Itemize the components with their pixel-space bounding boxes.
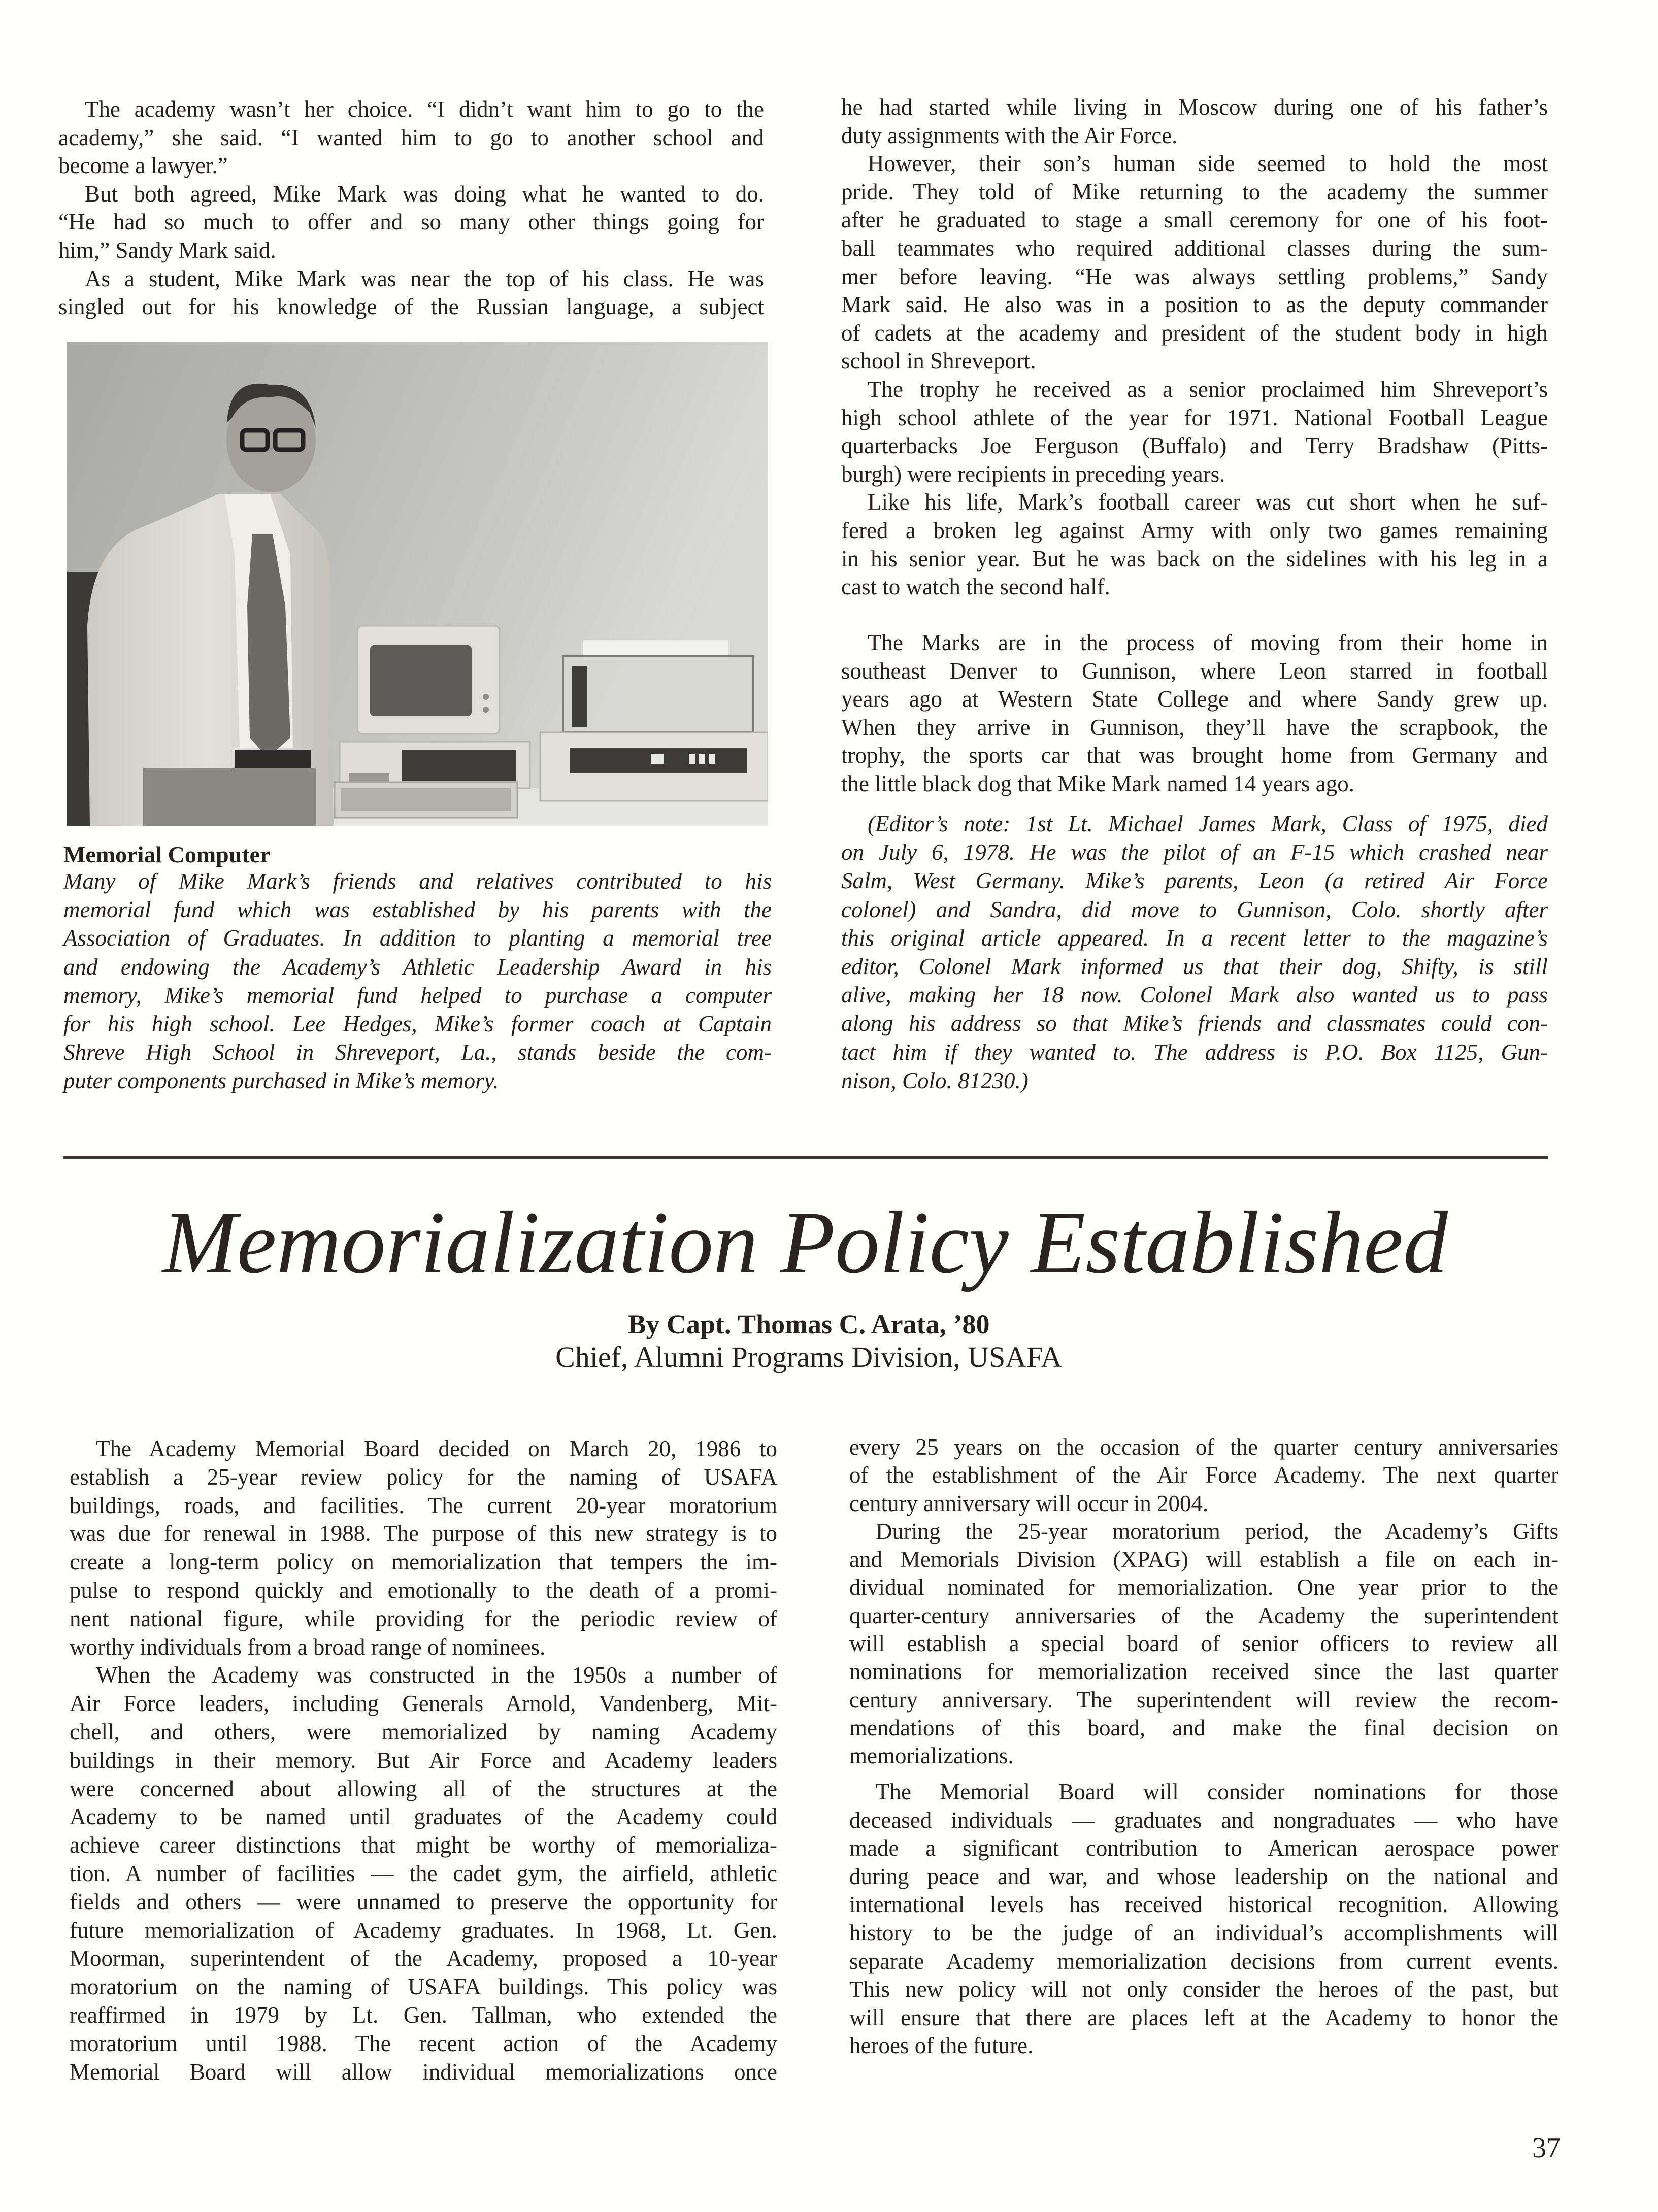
text-line: Moorman, superintendent of the Academy, proposed a 10-year xyxy=(70,1946,777,1971)
text-line: become a lawyer.” xyxy=(58,153,228,179)
text-line: history to be the judge of an individual’s accomplishments will xyxy=(849,1920,1558,1946)
text-line: future memorialization of Academy graduates. In 1968, Lt. Gen. xyxy=(70,1917,777,1943)
text-line: Salm, West Germany. Mike’s parents, Leon (a retired Air Force xyxy=(841,868,1548,894)
text-line: of the establishment of the Air Force Academy. The next quarter xyxy=(849,1462,1558,1488)
text-line: Academy to be named until graduates of the Academy could xyxy=(70,1804,777,1830)
text-line: on July 6, 1978. He was the pilot of an F-15 which crashed near xyxy=(841,840,1548,865)
text-line: of cadets at the academy and president of the student body in high xyxy=(841,320,1548,346)
text-line: The Memorial Board will consider nominations for those xyxy=(876,1779,1558,1804)
text-line: along his address so that Mike’s friends and classmates could con- xyxy=(841,1011,1548,1036)
text-line: This new policy will not only consider the heroes of the past, but xyxy=(849,1976,1558,2002)
text-line: quarter-century anniversaries of the Academy the superintendent xyxy=(849,1602,1558,1628)
editors-note xyxy=(841,810,1548,1095)
text-line: However, their son’s human side seemed to hold the most xyxy=(868,151,1548,177)
text-line: the little black dog that Mike Mark named 14 years ago. xyxy=(841,770,1354,796)
text-line: buildings in their memory. But Air Force and Academy leaders xyxy=(70,1747,777,1773)
caption-line: puter components purchased in Mike’s memory. xyxy=(63,1068,499,1094)
text-line: in his senior year. But he was back on the sidelines with his leg in a xyxy=(841,546,1548,572)
text-line: As a student, Mike Mark was near the top of his class. He was xyxy=(85,265,764,291)
text-line: cast to watch the second half. xyxy=(841,574,1110,600)
text-line: high school athlete of the year for 1971. National Football League xyxy=(841,405,1548,430)
text-line: school in Shreveport. xyxy=(841,348,1036,374)
text-line: When they arrive in Gunnison, they’ll have the scrapbook, the xyxy=(841,714,1548,740)
text-line: made a significant contribution to American aerospace power xyxy=(849,1835,1558,1861)
caption-line: for his high school. Lee Hedges, Mike’s former coach at Captain xyxy=(63,1011,772,1036)
text-line: and Memorials Division (XPAG) will establish a file on each in- xyxy=(849,1547,1558,1572)
text-line: editor, Colonel Mark informed us that their dog, Shifty, is still xyxy=(841,953,1548,979)
text-line: memorializations. xyxy=(849,1743,1014,1769)
text-line: trophy, the sports car that was brought home from Germany and xyxy=(841,743,1548,768)
section-divider-rule xyxy=(63,1156,1548,1159)
text-line: The academy wasn’t her choice. “I didn’t want him to go to the xyxy=(85,96,764,122)
article-left-column xyxy=(70,1435,777,2086)
text-line: quarterbacks Joe Ferguson (Buffalo) and Terry Bradshaw (Pitts- xyxy=(841,433,1548,459)
text-line: after he graduated to stage a small ceremony for one of his foot- xyxy=(841,207,1548,233)
text-line: tact him if they wanted to. The address is P.O. Box 1125, Gun- xyxy=(841,1039,1548,1065)
story-right-column xyxy=(841,93,1548,601)
text-line: buildings, roads, and facilities. The current 20-year moratorium xyxy=(70,1492,777,1518)
memorial-computer-photo xyxy=(67,342,768,826)
article-title: Memorialization Policy Established xyxy=(162,1193,1448,1292)
text-line: southeast Denver to Gunnison, where Leon starred in football xyxy=(841,658,1548,684)
text-line: was due for renewal in 1988. The purpose of this new strategy is to xyxy=(70,1521,777,1547)
article-right-column xyxy=(849,1433,1558,1770)
text-line: When the Academy was constructed in the 1950s a number of xyxy=(96,1662,777,1688)
photo-image xyxy=(67,342,768,826)
text-line: century anniversary. The superintendent will review the recom- xyxy=(849,1687,1558,1713)
text-line: create a long-term policy on memorialization that tempers the im- xyxy=(70,1549,777,1575)
caption-line: Many of Mike Mark’s friends and relatives contributed to his xyxy=(63,868,772,894)
caption-line: memorial fund which was established by his parents with the xyxy=(63,897,772,923)
text-line: academy,” she said. “I wanted him to go to another school and xyxy=(58,124,764,150)
caption-line: Association of Graduates. In addition to planting a memorial tree xyxy=(63,925,772,951)
text-line: him,” Sandy Mark said. xyxy=(58,237,276,263)
text-line: were concerned about allowing all of the structures at the xyxy=(70,1775,777,1801)
text-line: Like his life, Mark’s football career was cut short when he suf- xyxy=(868,489,1548,515)
text-line: Air Force leaders, including Generals Arnold, Vandenberg, Mit- xyxy=(70,1691,777,1717)
text-line: But both agreed, Mike Mark was doing what he wanted to do. xyxy=(85,181,764,207)
text-line: will ensure that there are places left at the Academy to honor the xyxy=(849,2004,1558,2030)
text-line: this original article appeared. In a recent letter to the magazine’s xyxy=(841,925,1548,951)
text-line: fields and others — were unnamed to preserve the opportunity for xyxy=(70,1889,777,1915)
text-line: chell, and others, were memorialized by naming Academy xyxy=(70,1719,777,1745)
caption-line: Shreve High School in Shreveport, La., stands beside the com- xyxy=(63,1040,772,1065)
text-line: nent national figure, while providing for the periodic review of xyxy=(70,1605,777,1631)
text-line: colonel) and Sandra, did move to Gunnison, Colo. shortly after xyxy=(841,896,1548,922)
text-line: ball teammates who required additional classes during the sum- xyxy=(841,235,1548,261)
caption-line: and endowing the Academy’s Athletic Leadership Award in his xyxy=(63,954,772,980)
text-line: The trophy he received as a senior proclaimed him Shreveport’s xyxy=(868,376,1548,402)
text-line: singled out for his knowledge of the Russian language, a subject xyxy=(58,294,764,320)
text-line: The Marks are in the process of moving from their home in xyxy=(868,630,1548,655)
text-line: nison, Colo. 81230.) xyxy=(841,1067,1029,1093)
text-line: he had started while living in Moscow during one of his father’s xyxy=(841,94,1548,120)
photo-caption-heading: Memorial Computer xyxy=(63,842,271,867)
article-right-column-closing xyxy=(849,1778,1558,2060)
text-line: fered a broken leg against Army with only two games remaining xyxy=(841,517,1548,543)
text-line: pulse to respond quickly and emotionally to the death of a promi- xyxy=(70,1577,777,1603)
caption-line: memory, Mike’s memorial fund helped to purchase a computer xyxy=(63,982,772,1008)
text-line: establish a 25-year review policy for the naming of USAFA xyxy=(70,1464,777,1490)
text-line: Mark said. He also was in a position to as the deputy commander xyxy=(841,292,1548,318)
text-line: alive, making her 18 now. Colonel Mark also wanted us to pass xyxy=(841,982,1548,1008)
text-line: dividual nominated for memorialization. One year prior to the xyxy=(849,1574,1558,1600)
page-number: 37 xyxy=(1532,2132,1561,2164)
text-line: separate Academy memorialization decisions from current events. xyxy=(849,1948,1558,1974)
story-right-column-closing xyxy=(841,629,1548,798)
text-line: every 25 years on the occasion of the quarter century anniversaries xyxy=(849,1434,1558,1460)
author-role: Chief, Alumni Programs Division, USAFA xyxy=(555,1340,1062,1373)
text-line: (Editor’s note: 1st Lt. Michael James Mark, Class of 1975, died xyxy=(868,811,1548,836)
text-line: During the 25-year moratorium period, the Academy’s Gifts xyxy=(876,1518,1558,1544)
text-line: will establish a special board of senior officers to review all xyxy=(849,1631,1558,1657)
text-line: achieve career distinctions that might be worthy of memorializa- xyxy=(70,1832,777,1858)
text-line: heroes of the future. xyxy=(849,2033,1034,2059)
text-line: “He had so much to offer and so many other things going for xyxy=(58,209,764,235)
text-line: mendations of this board, and make the final decision on xyxy=(849,1715,1558,1740)
text-line: duty assignments with the Air Force. xyxy=(841,122,1178,148)
text-line: reaffirmed in 1979 by Lt. Gen. Tallman, who extended the xyxy=(70,2002,777,2028)
story-left-column xyxy=(58,95,764,321)
text-line: deceased individuals — graduates and nongraduates — who have xyxy=(849,1807,1558,1833)
text-line: Memorial Board will allow individual memorializations once xyxy=(70,2059,777,2085)
text-line: tion. A number of facilities — the cadet gym, the airfield, athletic xyxy=(70,1860,777,1886)
text-line: moratorium on the naming of USAFA buildings. This policy was xyxy=(70,1974,777,2000)
text-line: during peace and war, and whose leadership on the national and xyxy=(849,1863,1558,1889)
text-line: nominations for memorialization received since the last quarter xyxy=(849,1659,1558,1685)
photo-caption xyxy=(63,867,772,1095)
text-line: burgh) were recipients in preceding years. xyxy=(841,461,1225,487)
text-line: mer before leaving. “He was always settling problems,” Sandy xyxy=(841,263,1548,289)
text-line: years ago at Western State College and where Sandy grew up. xyxy=(841,686,1548,712)
text-line: The Academy Memorial Board decided on March 20, 1986 to xyxy=(96,1436,777,1461)
text-line: century anniversary will occur in 2004. xyxy=(849,1490,1209,1516)
text-line: moratorium until 1988. The recent action of the Academy xyxy=(70,2030,777,2056)
text-line: worthy individuals from a broad range of nominees. xyxy=(70,1634,546,1660)
article-byline: By Capt. Thomas C. Arata, ’80 xyxy=(627,1309,990,1339)
text-line: pride. They told of Mike returning to the academy the summer xyxy=(841,179,1548,205)
text-line: international levels has received historical recognition. Allowing xyxy=(849,1892,1558,1918)
